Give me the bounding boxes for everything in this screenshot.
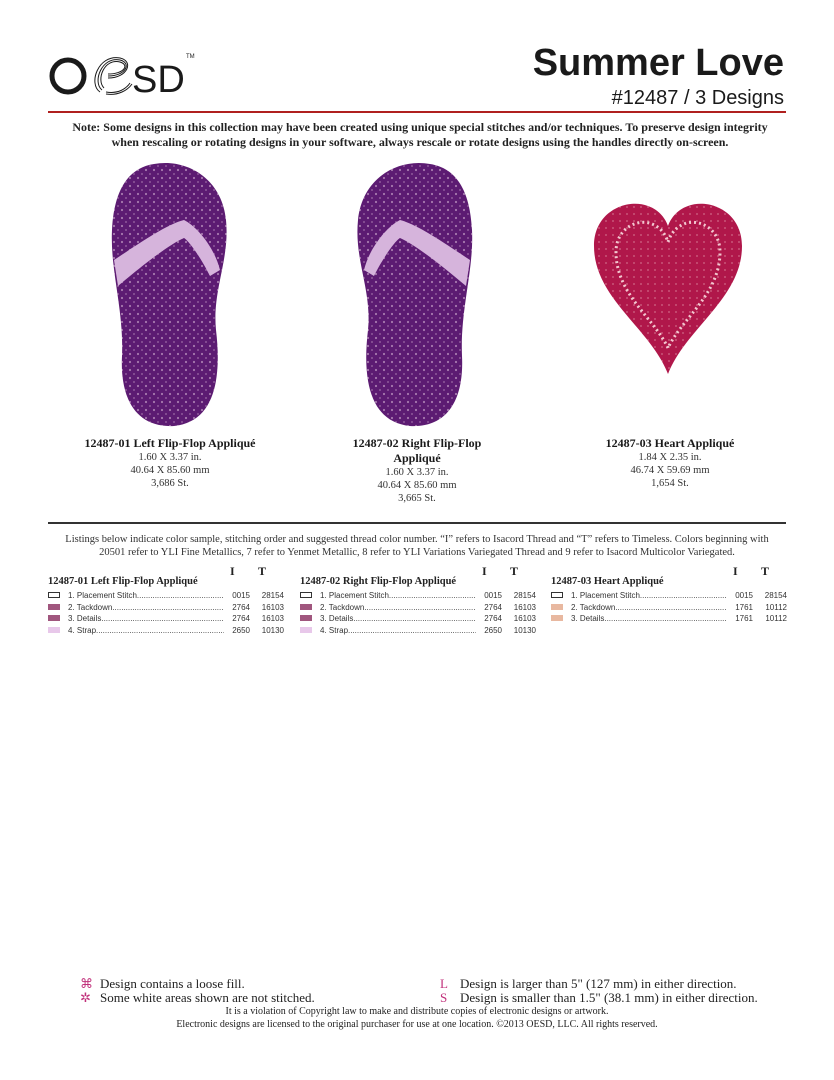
col-header-t: T <box>510 564 519 578</box>
color-swatch <box>48 604 60 610</box>
col-header-i: I <box>482 564 487 578</box>
color-swatch <box>48 592 60 598</box>
thread-step-label: 1. Placement Stitch ..... <box>320 590 476 601</box>
legend-larger <box>440 977 737 991</box>
smaller-icon: S <box>440 990 448 1005</box>
thread-row <box>48 602 284 613</box>
design-stitches: 3,686 St. <box>151 478 189 489</box>
isacord-number: 1761 <box>735 602 753 612</box>
legend-smaller <box>440 991 758 1005</box>
loose-fill-icon: ⌘ <box>80 976 93 991</box>
legend-text: Design is smaller than 1.5" (38.1 mm) in either direction. <box>460 990 758 1005</box>
thread-row <box>48 625 284 636</box>
thread-step-label: 2. Tackdown ..... <box>571 602 727 613</box>
timeless-number: 16103 <box>261 614 284 623</box>
design-caption-1 <box>60 436 280 490</box>
legend-loose-fill <box>80 977 245 991</box>
thread-step-label: 2. Tackdown ..... <box>68 602 224 613</box>
section-divider <box>48 522 786 524</box>
thread-row <box>300 590 536 601</box>
thread-row <box>300 602 536 613</box>
color-swatch <box>300 604 312 610</box>
design-caption-2 <box>332 436 502 505</box>
design-title: 12487-01 Left Flip-Flop Appliqué <box>84 436 256 450</box>
thread-row <box>48 613 284 624</box>
isacord-number: 1761 <box>735 614 753 623</box>
timeless-number: 28154 <box>261 591 284 600</box>
timeless-number: 28154 <box>513 591 536 600</box>
col-header-t: T <box>761 564 770 578</box>
legend-text: Design contains a loose fill. <box>100 976 245 991</box>
timeless-number: 16103 <box>261 602 284 612</box>
collection-title: Summer Love <box>532 42 784 84</box>
design-caption-3 <box>570 436 770 490</box>
isacord-number: 2764 <box>484 602 502 612</box>
isacord-number: 2764 <box>232 614 250 623</box>
col-header-t: T <box>258 564 267 578</box>
color-swatch <box>551 592 563 598</box>
isacord-number: 2764 <box>484 614 502 623</box>
thread-row <box>48 590 284 601</box>
thread-list-title: 12487-03 Heart Appliqué <box>551 576 664 587</box>
timeless-number: 16103 <box>513 614 536 623</box>
thread-step-label: 3. Details ..... <box>571 613 727 624</box>
thread-row <box>300 625 536 636</box>
design-note: Note: Some designs in this collection may have been created using unique special stitches and/or techniques. To preserve design integrity when rescaling or rotating designs in your software, always rescale or rotate designs using the handles directly on-screen. <box>72 120 768 149</box>
larger-icon: L <box>440 976 448 991</box>
design-title: 12487-02 Right Flip-Flop Appliqué <box>352 436 482 465</box>
listing-note: Listings below indicate color sample, stitching order and suggested thread color number. “I” refers to Isacord Thread and “T” refers to Timeless. Colors beginning with 20501 refer to YLI Fine Metallics, 7 refer to Yenmet Metallic, 8 refer to YLI Variations Variegated Thread and 9 refer to Isacord Multicolor Variegated. <box>65 534 769 558</box>
thread-row <box>300 613 536 624</box>
right-flip-flop-image <box>350 160 480 428</box>
oesd-logo <box>48 44 198 104</box>
design-size-mm: 40.64 X 85.60 mm <box>377 480 457 491</box>
thread-row <box>551 613 787 624</box>
col-header-i: I <box>733 564 738 578</box>
timeless-number: 10112 <box>765 602 787 612</box>
thread-step-label: 3. Details ..... <box>320 613 476 624</box>
isacord-number: 0015 <box>735 591 753 600</box>
footer-line-2: Electronic designs are licensed to the original purchaser for use at one location. ©2013 OESD, LLC. All rights reserved. <box>176 1019 658 1030</box>
thread-list-title: 12487-01 Left Flip-Flop Appliqué <box>48 576 198 587</box>
timeless-number: 10130 <box>513 625 536 635</box>
design-size-mm: 40.64 X 85.60 mm <box>130 465 210 476</box>
isacord-number: 0015 <box>484 591 502 600</box>
svg-text:SD: SD <box>132 59 185 101</box>
collection-number: #12487 / 3 Designs <box>611 87 784 109</box>
header-divider <box>48 111 786 113</box>
color-swatch <box>551 615 563 621</box>
isacord-number: 2650 <box>232 625 250 635</box>
isacord-number: 0015 <box>232 591 250 600</box>
color-swatch <box>300 627 312 633</box>
timeless-number: 28154 <box>764 591 787 600</box>
color-swatch <box>300 615 312 621</box>
timeless-number: 10130 <box>261 625 284 635</box>
thread-step-label: 4. Strap ..... <box>68 625 224 636</box>
thread-step-label: 1. Placement Stitch ..... <box>68 590 224 601</box>
thread-step-label: 3. Details ..... <box>68 613 224 624</box>
thread-list-title: 12487-02 Right Flip-Flop Appliqué <box>300 576 457 587</box>
collection-title-block <box>533 40 784 110</box>
legend-text: Design is larger than 5" (127 mm) in either direction. <box>460 976 737 991</box>
thread-row <box>551 590 787 601</box>
legend-text: Some white areas shown are not stitched. <box>100 990 315 1005</box>
design-size-mm: 46.74 X 59.69 mm <box>630 465 710 476</box>
color-swatch <box>551 604 563 610</box>
timeless-number: 16103 <box>513 602 536 612</box>
copyright-footer <box>0 1005 834 1031</box>
left-flip-flop-image <box>104 160 234 428</box>
color-swatch <box>300 592 312 598</box>
timeless-number: 10112 <box>765 614 787 623</box>
white-areas-icon: ✲ <box>80 990 91 1005</box>
isacord-number: 2764 <box>232 602 250 612</box>
svg-text:TM: TM <box>186 54 195 60</box>
design-stitches: 1,654 St. <box>651 478 689 489</box>
design-title: 12487-03 Heart Appliqué <box>605 436 735 450</box>
col-header-i: I <box>230 564 235 578</box>
thread-step-label: 4. Strap ..... <box>320 625 476 636</box>
thread-step-label: 1. Placement Stitch ..... <box>571 590 727 601</box>
design-size-in: 1.84 X 2.35 in. <box>638 452 702 463</box>
footer-line-1: It is a violation of Copyright law to make and distribute copies of electronic designs or artwork. <box>225 1006 609 1017</box>
design-size-in: 1.60 X 3.37 in. <box>385 467 449 478</box>
thread-step-label: 2. Tackdown ..... <box>320 602 476 613</box>
design-size-in: 1.60 X 3.37 in. <box>138 452 202 463</box>
heart-applique-image <box>590 198 746 376</box>
color-swatch <box>48 615 60 621</box>
isacord-number: 2650 <box>484 625 502 635</box>
thread-row <box>551 602 787 613</box>
color-swatch <box>48 627 60 633</box>
legend-white-areas <box>80 991 315 1005</box>
design-stitches: 3,665 St. <box>398 493 436 504</box>
